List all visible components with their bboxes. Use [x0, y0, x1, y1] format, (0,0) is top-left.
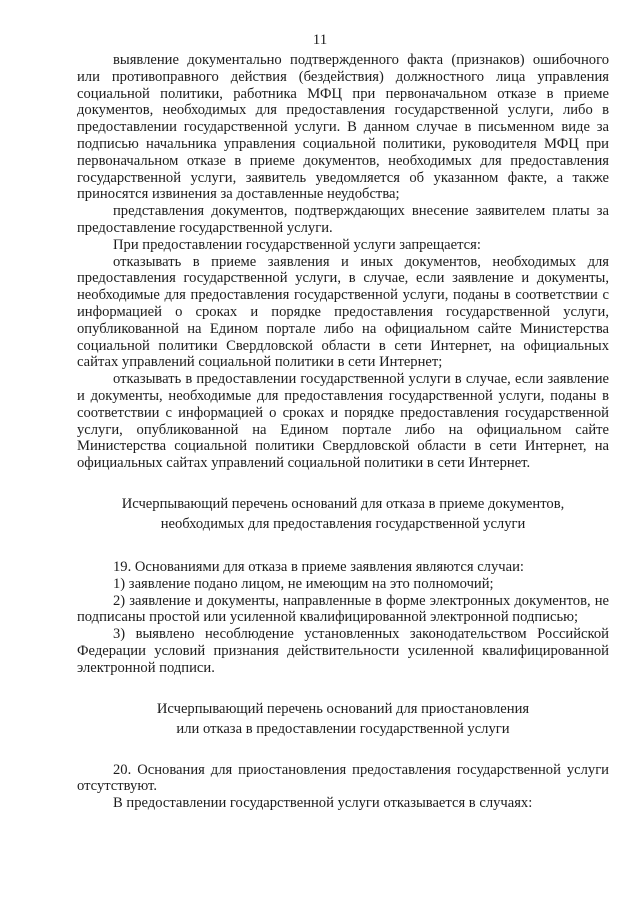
- section-heading-intake-refusal: [77, 494, 609, 534]
- page-number: 11: [312, 32, 328, 48]
- section-heading-suspension: [77, 699, 609, 739]
- paragraph-19-intro: 19. Основаниями для отказа в приеме заявления являются случаи:: [113, 558, 524, 575]
- paragraph-prohibited-intro: При предоставлении государственной услуги запрещается:: [113, 236, 481, 253]
- list-item-1: 1) заявление подано лицом, не имеющим на это полномочий;: [113, 575, 494, 592]
- heading-line: или отказа в предоставлении государственной услуги: [176, 720, 510, 737]
- document-body: [77, 52, 609, 812]
- paragraph-prohibited-refuse-service: отказывать в предоставлении государственной услуги в случае, если заявление и документы, необходимые для предоставления государственной услуги, поданы в соответствии с информацией о сроках и порядке предоставления государственной услуги, опубликованной на Едином портале либо на официальном сайте Министерства социальной политики Свердловской области в сети Интернет, на официальных сайтах управлений социальной политики в сети Интернет.: [77, 371, 609, 472]
- paragraph-payment-documents: представления документов, подтверждающих внесение заявителем платы за предоставление государственной услуги.: [77, 203, 609, 236]
- heading-line: Исчерпывающий перечень оснований для приостановления: [156, 700, 530, 717]
- paragraph-20: 20. Основания для приостановления предоставления государственной услуги отсутствуют.: [77, 761, 609, 795]
- list-item-2: 2) заявление и документы, направленные в форме электронных документов, не подписаны простой или усиленной квалифицированной электронной подписью;: [77, 592, 609, 626]
- heading-line: Исчерпывающий перечень оснований для отказа в приеме документов,: [121, 495, 565, 512]
- list-item-3: 3) выявлено несоблюдение установленных законодательством Российской Федерации условий признания действительности усиленной квалифицированной электронной подписи.: [77, 626, 609, 676]
- paragraph-error-detection: выявление документально подтвержденного факта (признаков) ошибочного или противоправного действия (бездействия) должностного лица управления социальной политики, работника МФЦ при первоначальном отказе в приеме документов, необходимых для предоставления государственной услуги, либо в предоставлении государственной услуги. В данном случае в письменном виде за подписью начальника управления социальной политики, руководителя МФЦ при первоначальном отказе в приеме документов, необходимых для предоставления государственной услуги, заявитель уведомляется об указанном факте, а также приносятся извинения за доставленные неудобства;: [77, 52, 609, 203]
- paragraph-prohibited-refuse-intake: отказывать в приеме заявления и иных документов, необходимых для предоставления государственной услуги, в случае, если заявление и документы, необходимые для предоставления государственной услуги, поданы в соответствии с информацией о сроках и порядке предоставления государственной услуги, опубликованной на Едином портале либо на официальном сайте Министерства социальной политики Свердловской области в сети Интернет, на официальных сайтах управлений социальной политики в сети Интернет;: [77, 253, 609, 371]
- paragraph-refusal-cases: В предоставлении государственной услуги отказывается в случаях:: [113, 795, 533, 812]
- heading-line: необходимых для предоставления государственной услуги: [160, 515, 526, 532]
